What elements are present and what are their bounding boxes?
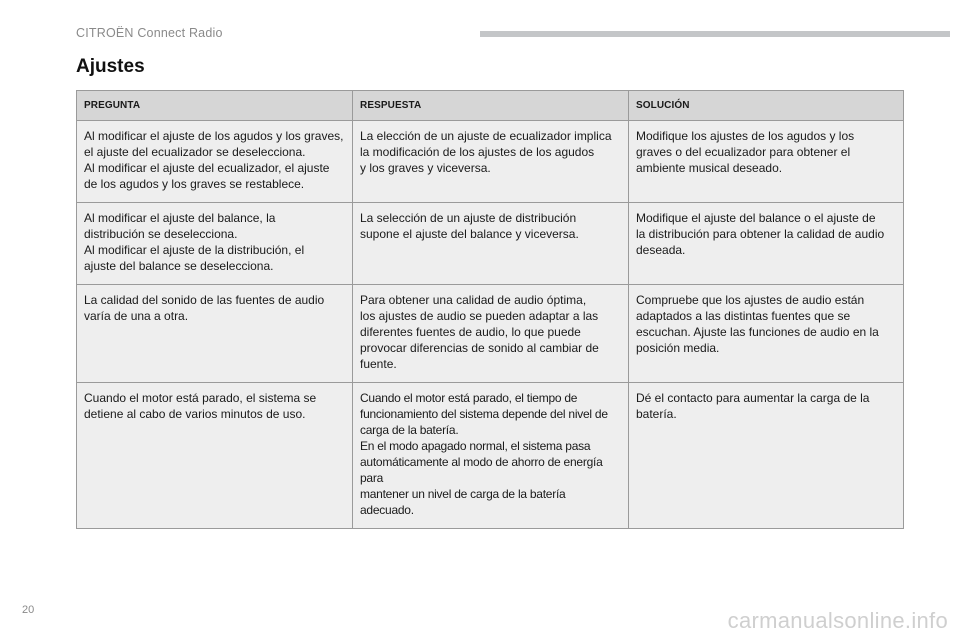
table-cell-respuesta <box>353 383 629 529</box>
document-header-title: CITROËN Connect Radio <box>76 26 223 40</box>
cell-text: La calidad del sonido de las fuentes de audio varía de una a otra. <box>84 293 325 323</box>
table-cell-pregunta <box>77 121 353 203</box>
table-row <box>77 285 904 383</box>
cell-text: Modifique el ajuste del balance o el ajuste de la distribución para obtener la calidad de audio deseada. <box>636 211 885 257</box>
table-header-row <box>77 91 904 121</box>
header-divider-bar <box>480 31 950 37</box>
cell-text: La selección de un ajuste de distribución supone el ajuste del balance y viceversa. <box>360 211 579 241</box>
page-number: 20 <box>22 604 35 616</box>
column-header-pregunta: PREGUNTA <box>77 91 353 121</box>
cell-text: Al modificar el ajuste del balance, la distribución se deselecciona. Al modificar el ajuste de la distribución, el ajuste del balance se deselecciona. <box>84 211 305 273</box>
table-row <box>77 121 904 203</box>
watermark-text: carmanualsonline.info <box>727 608 948 633</box>
faq-table <box>76 90 904 529</box>
cell-text: Cuando el motor está parado, el tiempo de funcionamiento del sistema depende del nivel de carga de la batería. En el modo apagado normal, el sistema pasa automáticamente al modo de ahorro de energía para mantener un nivel de carga de la batería adecuado. <box>360 391 608 517</box>
table-cell-respuesta <box>353 203 629 285</box>
table-cell-pregunta <box>77 203 353 285</box>
table-cell-pregunta <box>77 383 353 529</box>
column-header-respuesta: RESPUESTA <box>353 91 629 121</box>
cell-text: Para obtener una calidad de audio óptima, los ajustes de audio se pueden adaptar a las diferentes fuentes de audio, lo que puede provocar diferencias de sonido al cambiar de fuente. <box>360 293 599 371</box>
table-cell-pregunta <box>77 285 353 383</box>
cell-text: Modifique los ajustes de los agudos y los graves o del ecualizador para obtener el ambiente musical deseado. <box>636 129 855 175</box>
table-row <box>77 203 904 285</box>
cell-text: Cuando el motor está parado, el sistema se detiene al cabo de varios minutos de uso. <box>84 391 317 421</box>
cell-text: Compruebe que los ajustes de audio están adaptados a las distintas fuentes que se escuchan. Ajuste las funciones de audio en la posición media. <box>636 293 879 355</box>
cell-text: La elección de un ajuste de ecualizador implica la modificación de los ajustes de los agudos y los graves y viceversa. <box>360 129 612 175</box>
cell-text: Dé el contacto para aumentar la carga de la batería. <box>636 391 870 421</box>
table-cell-solucion <box>629 285 904 383</box>
cell-text: Al modificar el ajuste de los agudos y los graves, el ajuste del ecualizador se deselecciona. Al modificar el ajuste del ecualizador, el ajuste de los agudos y los graves se restablece. <box>84 129 344 191</box>
column-header-solucion: SOLUCIÓN <box>629 91 904 121</box>
section-title: Ajustes <box>76 56 145 77</box>
table-cell-solucion <box>629 121 904 203</box>
table-cell-respuesta <box>353 285 629 383</box>
table-cell-solucion <box>629 203 904 285</box>
table-cell-solucion <box>629 383 904 529</box>
table-row <box>77 383 904 529</box>
table-cell-respuesta <box>353 121 629 203</box>
